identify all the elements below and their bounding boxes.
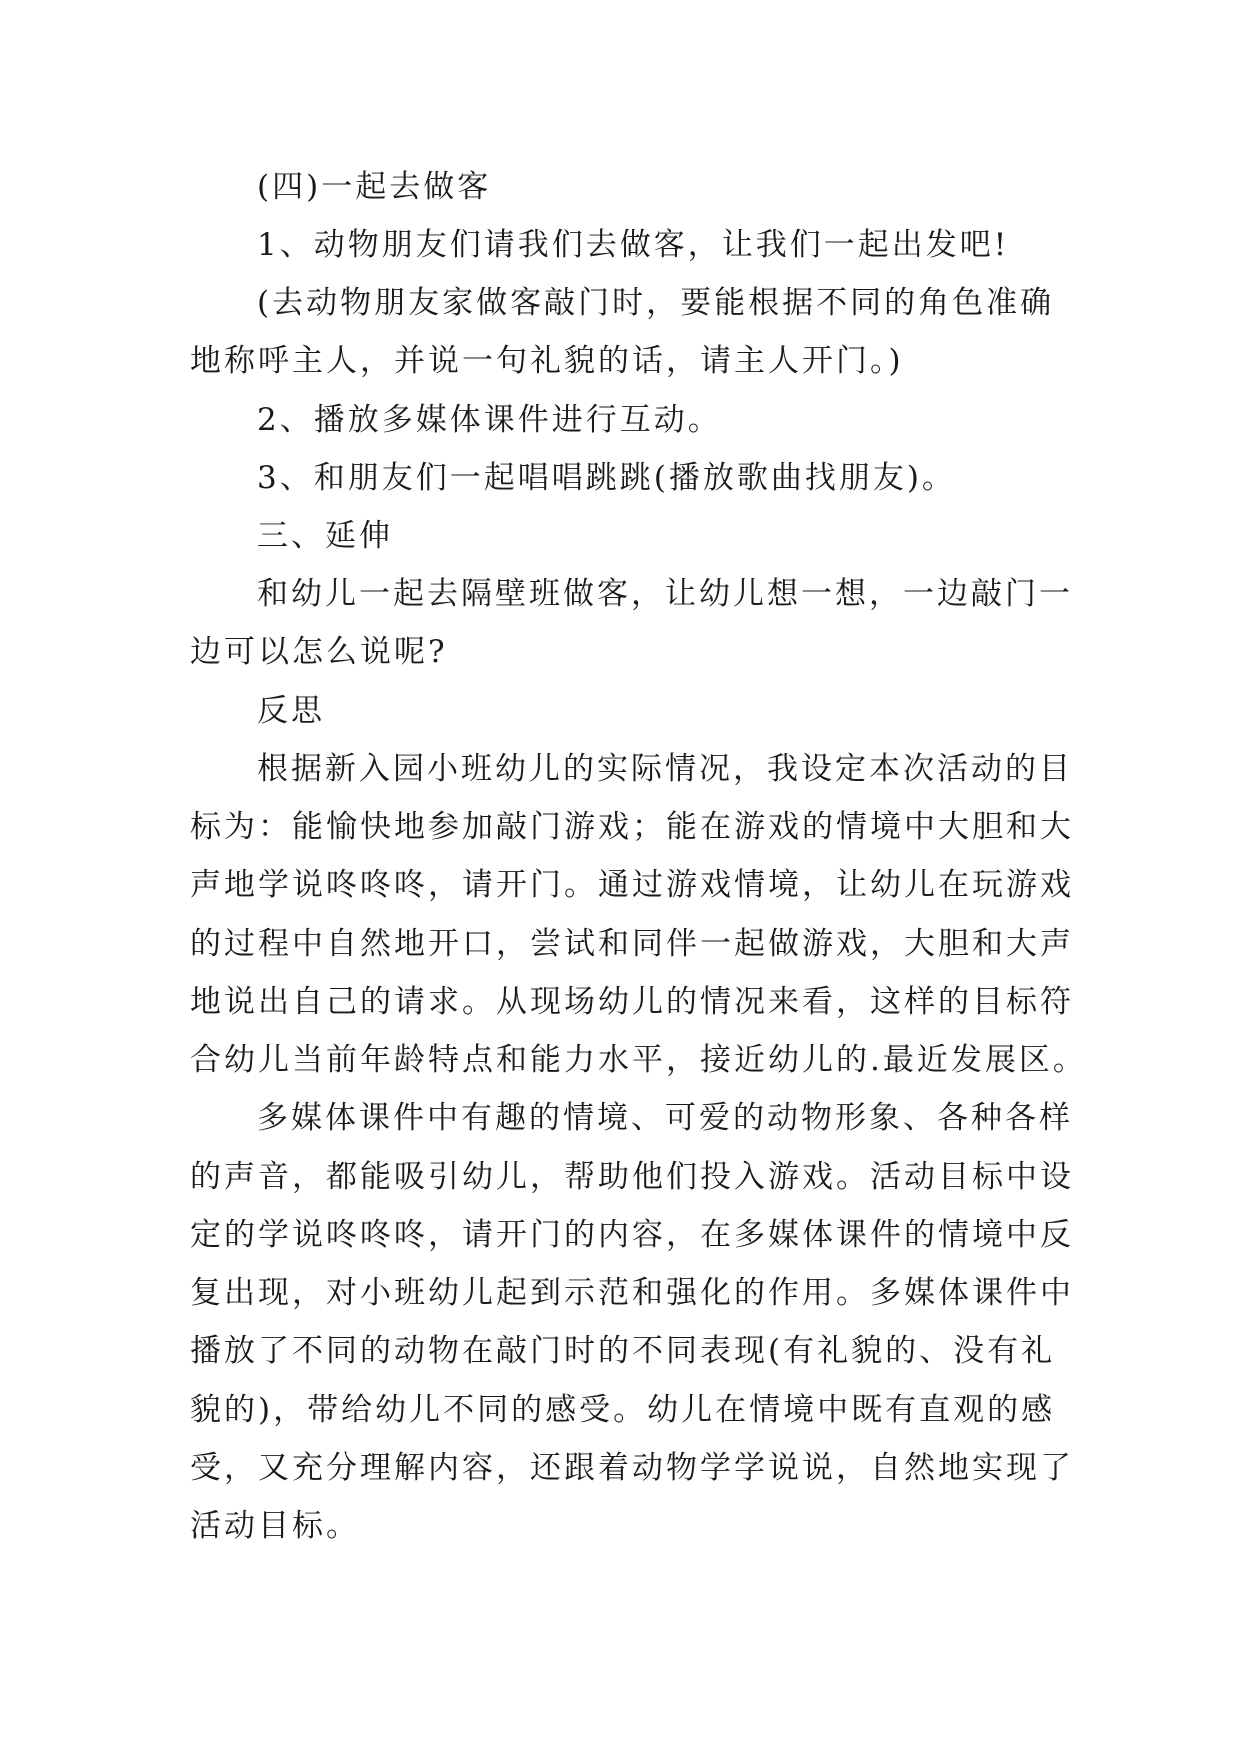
- paragraph-line: 多媒体课件中有趣的情境、可爱的动物形象、各种各样: [257, 1100, 1073, 1136]
- paragraph-line: 复出现，对小班幼儿起到示范和强化的作用。多媒体课件中: [190, 1275, 1074, 1311]
- paragraph-line: 貌的)，带给幼儿不同的感受。幼儿在情境中既有直观的感: [190, 1392, 1056, 1428]
- paragraph-line: 的过程中自然地开口，尝试和同伴一起做游戏，大胆和大声: [190, 926, 1074, 962]
- paragraph-line: 受，又充分理解内容，还跟着动物学学说说，自然地实现了: [190, 1450, 1074, 1486]
- paragraph-line: 活动目标。: [190, 1508, 360, 1544]
- paragraph-line: 2、播放多媒体课件进行互动。: [257, 402, 722, 438]
- paragraph-line: 地说出自己的请求。从现场幼儿的情况来看，这样的目标符: [190, 984, 1074, 1020]
- paragraph-line: 声地学说咚咚咚，请开门。通过游戏情境，让幼儿在玩游戏: [190, 867, 1074, 903]
- section-heading: 三、延伸: [257, 518, 393, 554]
- paragraph-line: 地称呼主人，并说一句礼貌的话，请主人开门。): [190, 343, 904, 379]
- paragraph-line: 的声音，都能吸引幼儿，帮助他们投入游戏。活动目标中设: [190, 1159, 1074, 1195]
- paragraph-line: 定的学说咚咚咚，请开门的内容，在多媒体课件的情境中反: [190, 1217, 1074, 1253]
- paragraph-line: 根据新入园小班幼儿的实际情况，我设定本次活动的目: [257, 751, 1073, 787]
- paragraph-line: (去动物朋友家做客敲门时，要能根据不同的角色准确: [257, 285, 1055, 321]
- paragraph-line: 合幼儿当前年龄特点和能力水平，接近幼儿的.最近发展区。: [190, 1042, 1087, 1078]
- paragraph-line: 3、和朋友们一起唱唱跳跳(播放歌曲找朋友)。: [257, 460, 956, 496]
- paragraph-line: 和幼儿一起去隔壁班做客，让幼儿想一想，一边敲门一: [257, 576, 1073, 612]
- paragraph-line: 标为：能愉快地参加敲门游戏；能在游戏的情境中大胆和大: [190, 809, 1074, 845]
- paragraph-line: 播放了不同的动物在敲门时的不同表现(有礼貌的、没有礼: [190, 1333, 1056, 1369]
- paragraph-line: 边可以怎么说呢?: [190, 634, 448, 670]
- section-heading: (四)一起去做客: [257, 169, 492, 205]
- paragraph-line: 1、动物朋友们请我们去做客，让我们一起出发吧!: [257, 227, 1010, 263]
- section-heading: 反思: [257, 693, 325, 729]
